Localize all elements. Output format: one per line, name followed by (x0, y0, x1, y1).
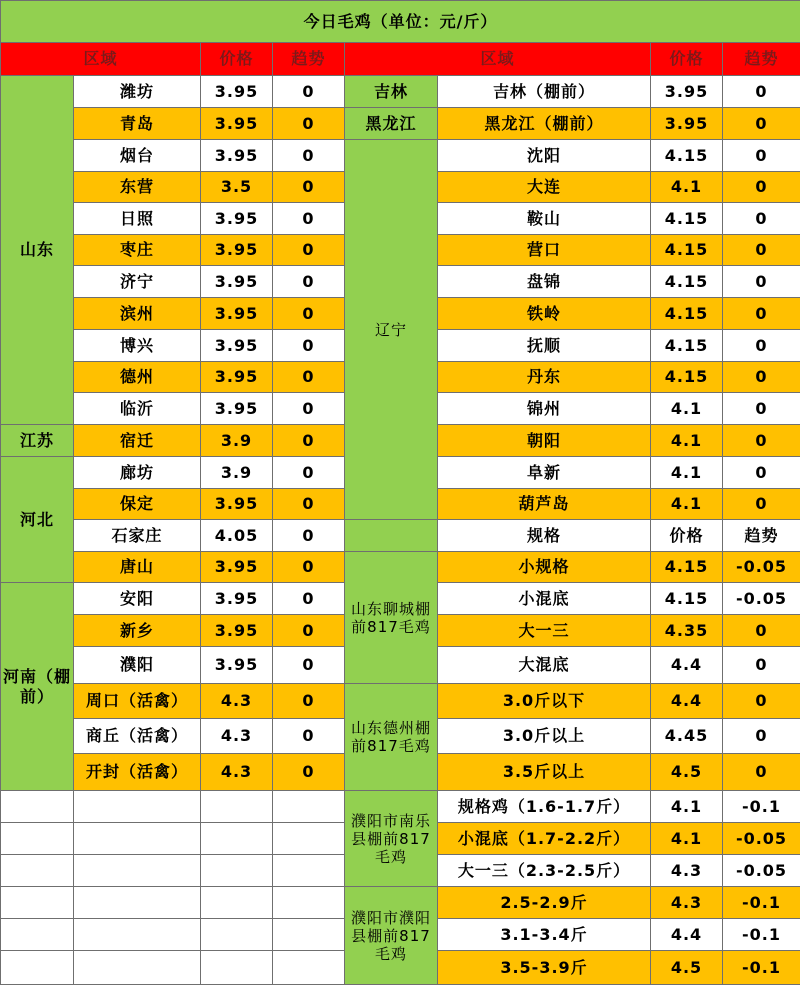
row-trend: 0 (272, 683, 345, 719)
row-label: 保定 (73, 488, 201, 520)
row-trend: -0.05 (722, 551, 800, 583)
row-price: 3.95 (200, 75, 273, 108)
row-label: 葫芦岛 (437, 488, 651, 520)
row-trend: 0 (722, 718, 800, 754)
row-price: 4.1 (650, 424, 723, 457)
header-region-right: 区域 (344, 42, 651, 76)
row-price: 4.3 (200, 683, 273, 719)
header-trend-right: 趋势 (722, 42, 800, 76)
row-label: 开封（活禽） (73, 753, 201, 791)
empty-cell (200, 950, 273, 985)
row-price: 3.95 (650, 107, 723, 140)
row-label: 商丘（活禽） (73, 718, 201, 754)
row-label: 锦州 (437, 392, 651, 425)
row-label: 营口 (437, 234, 651, 266)
row-trend: -0.1 (722, 950, 800, 985)
row-trend: 0 (272, 75, 345, 108)
region-right: 濮阳市南乐县棚前817毛鸡 (344, 790, 438, 887)
row-label: 枣庄 (73, 234, 201, 266)
region-right: 吉林 (344, 75, 438, 108)
empty-cell (73, 886, 201, 919)
row-label: 朝阳 (437, 424, 651, 457)
region-left: 河南（棚前） (0, 582, 74, 791)
region-left: 江苏 (0, 424, 74, 457)
row-trend: 0 (272, 329, 345, 362)
row-price: 3.95 (200, 488, 273, 520)
region-right: 山东德州棚前817毛鸡 (344, 683, 438, 791)
row-label: 大混底 (437, 646, 651, 684)
row-trend: -0.05 (722, 582, 800, 615)
row-price: 3.95 (650, 75, 723, 108)
row-price: 3.9 (200, 456, 273, 489)
row-label: 3.5斤以上 (437, 753, 651, 791)
row-label: 东营 (73, 171, 201, 203)
row-price: 3.95 (200, 329, 273, 362)
row-trend: 0 (722, 139, 800, 172)
row-price: 4.3 (650, 854, 723, 887)
row-price: 3.95 (200, 265, 273, 298)
row-trend: 0 (272, 107, 345, 140)
row-trend: 0 (722, 424, 800, 457)
row-price: 3.95 (200, 234, 273, 266)
row-label: 石家庄 (73, 519, 201, 552)
row-trend: 0 (722, 297, 800, 330)
row-label: 吉林（棚前） (437, 75, 651, 108)
row-price: 4.1 (650, 392, 723, 425)
empty-cell (272, 790, 345, 823)
row-price: 4.1 (650, 488, 723, 520)
empty-cell (73, 854, 201, 887)
empty-cell (200, 790, 273, 823)
row-label: 周口（活禽） (73, 683, 201, 719)
row-price: 4.15 (650, 234, 723, 266)
row-trend: 0 (722, 753, 800, 791)
row-trend: 0 (272, 139, 345, 172)
row-trend: 0 (272, 202, 345, 235)
empty-cell (272, 854, 345, 887)
row-label: 潍坊 (73, 75, 201, 108)
row-label: 3.5-3.9斤 (437, 950, 651, 985)
row-price: 4.4 (650, 683, 723, 719)
empty-cell (73, 790, 201, 823)
empty-cell (73, 822, 201, 855)
row-trend: 0 (272, 424, 345, 457)
row-trend: 0 (272, 297, 345, 330)
row-label: 廊坊 (73, 456, 201, 489)
empty-cell (0, 822, 74, 855)
row-price: 4.5 (650, 753, 723, 791)
row-price: 4.15 (650, 361, 723, 393)
row-price: 4.3 (650, 886, 723, 919)
empty-cell (272, 886, 345, 919)
row-label: 新乡 (73, 614, 201, 647)
row-price: 3.95 (200, 551, 273, 583)
row-label: 丹东 (437, 361, 651, 393)
row-label: 铁岭 (437, 297, 651, 330)
empty-cell (0, 950, 74, 985)
empty-cell (272, 950, 345, 985)
row-trend: 0 (272, 582, 345, 615)
empty-cell (272, 918, 345, 951)
row-trend: 0 (722, 646, 800, 684)
row-trend: 0 (272, 456, 345, 489)
header-price-left: 价格 (200, 42, 273, 76)
row-label: 规格鸡（1.6-1.7斤） (437, 790, 651, 823)
row-price: 4.5 (650, 950, 723, 985)
row-price: 4.4 (650, 918, 723, 951)
empty-cell (272, 822, 345, 855)
empty-cell (73, 918, 201, 951)
row-trend: 0 (722, 171, 800, 203)
row-price: 3.95 (200, 614, 273, 647)
row-label: 小规格 (437, 551, 651, 583)
row-label: 滨州 (73, 297, 201, 330)
row-label: 3.0斤以下 (437, 683, 651, 719)
row-trend: 0 (722, 265, 800, 298)
row-price: 4.3 (200, 753, 273, 791)
row-price: 价格 (650, 519, 723, 552)
row-label: 沈阳 (437, 139, 651, 172)
row-label: 小混底 (437, 582, 651, 615)
row-label: 临沂 (73, 392, 201, 425)
row-trend: 0 (722, 456, 800, 489)
row-label: 烟台 (73, 139, 201, 172)
row-price: 3.95 (200, 107, 273, 140)
row-trend: 0 (272, 646, 345, 684)
row-trend: 0 (722, 329, 800, 362)
empty-cell (0, 918, 74, 951)
row-trend: 0 (722, 614, 800, 647)
row-label: 济宁 (73, 265, 201, 298)
row-price: 4.35 (650, 614, 723, 647)
empty-cell (0, 790, 74, 823)
row-trend: 0 (272, 171, 345, 203)
row-trend: -0.05 (722, 822, 800, 855)
row-label: 抚顺 (437, 329, 651, 362)
row-trend: 0 (272, 361, 345, 393)
header-price-right: 价格 (650, 42, 723, 76)
row-trend: 0 (722, 392, 800, 425)
page-title: 今日毛鸡（单位：元/斤） (0, 0, 800, 43)
row-label: 德州 (73, 361, 201, 393)
row-label: 3.0斤以上 (437, 718, 651, 754)
row-price: 4.05 (200, 519, 273, 552)
row-trend: 0 (272, 614, 345, 647)
row-label: 大连 (437, 171, 651, 203)
row-price: 4.3 (200, 718, 273, 754)
empty-cell (200, 822, 273, 855)
row-price: 4.1 (650, 822, 723, 855)
region-right: 辽宁 (344, 139, 438, 520)
row-trend: 0 (272, 392, 345, 425)
row-trend: 0 (272, 488, 345, 520)
row-price: 3.95 (200, 139, 273, 172)
region-right: 山东聊城棚前817毛鸡 (344, 551, 438, 684)
region-right: 濮阳市濮阳县棚前817毛鸡 (344, 886, 438, 985)
empty-cell (0, 854, 74, 887)
row-price: 4.1 (650, 456, 723, 489)
row-price: 4.15 (650, 265, 723, 298)
empty-cell (200, 918, 273, 951)
empty-cell (200, 886, 273, 919)
header-trend-left: 趋势 (272, 42, 345, 76)
row-label: 3.1-3.4斤 (437, 918, 651, 951)
row-price: 4.4 (650, 646, 723, 684)
row-price: 4.45 (650, 718, 723, 754)
region-left: 河北 (0, 456, 74, 583)
row-label: 唐山 (73, 551, 201, 583)
region-right (344, 519, 438, 552)
empty-cell (73, 950, 201, 985)
row-price: 4.15 (650, 202, 723, 235)
row-trend: -0.05 (722, 854, 800, 887)
row-label: 阜新 (437, 456, 651, 489)
row-price: 3.95 (200, 646, 273, 684)
row-price: 3.5 (200, 171, 273, 203)
row-price: 4.15 (650, 329, 723, 362)
row-trend: 0 (272, 718, 345, 754)
row-trend: 0 (722, 202, 800, 235)
row-label: 青岛 (73, 107, 201, 140)
header-region-left: 区域 (0, 42, 201, 76)
row-label: 博兴 (73, 329, 201, 362)
row-price: 3.9 (200, 424, 273, 457)
row-label: 黑龙江（棚前） (437, 107, 651, 140)
row-price: 3.95 (200, 202, 273, 235)
row-trend: 趋势 (722, 519, 800, 552)
row-trend: 0 (272, 234, 345, 266)
row-trend: -0.1 (722, 886, 800, 919)
row-trend: 0 (722, 234, 800, 266)
row-trend: 0 (272, 265, 345, 298)
row-label: 鞍山 (437, 202, 651, 235)
row-price: 4.1 (650, 171, 723, 203)
row-label: 日照 (73, 202, 201, 235)
row-trend: 0 (722, 488, 800, 520)
row-price: 4.15 (650, 139, 723, 172)
region-right: 黑龙江 (344, 107, 438, 140)
row-price: 4.15 (650, 582, 723, 615)
row-label: 濮阳 (73, 646, 201, 684)
row-label: 规格 (437, 519, 651, 552)
row-trend: -0.1 (722, 918, 800, 951)
row-label: 大一三 (437, 614, 651, 647)
row-price: 3.95 (200, 582, 273, 615)
empty-cell (200, 854, 273, 887)
row-price: 3.95 (200, 392, 273, 425)
row-trend: 0 (722, 361, 800, 393)
row-trend: 0 (272, 551, 345, 583)
row-price: 4.1 (650, 790, 723, 823)
row-label: 宿迁 (73, 424, 201, 457)
row-trend: 0 (722, 683, 800, 719)
row-price: 4.15 (650, 297, 723, 330)
row-label: 盘锦 (437, 265, 651, 298)
row-label: 安阳 (73, 582, 201, 615)
row-price: 3.95 (200, 361, 273, 393)
row-trend: -0.1 (722, 790, 800, 823)
row-trend: 0 (722, 75, 800, 108)
row-label: 小混底（1.7-2.2斤） (437, 822, 651, 855)
row-label: 2.5-2.9斤 (437, 886, 651, 919)
row-trend: 0 (272, 519, 345, 552)
row-label: 大一三（2.3-2.5斤） (437, 854, 651, 887)
empty-cell (0, 886, 74, 919)
row-trend: 0 (722, 107, 800, 140)
row-trend: 0 (272, 753, 345, 791)
region-left: 山东 (0, 75, 74, 425)
row-price: 4.15 (650, 551, 723, 583)
row-price: 3.95 (200, 297, 273, 330)
